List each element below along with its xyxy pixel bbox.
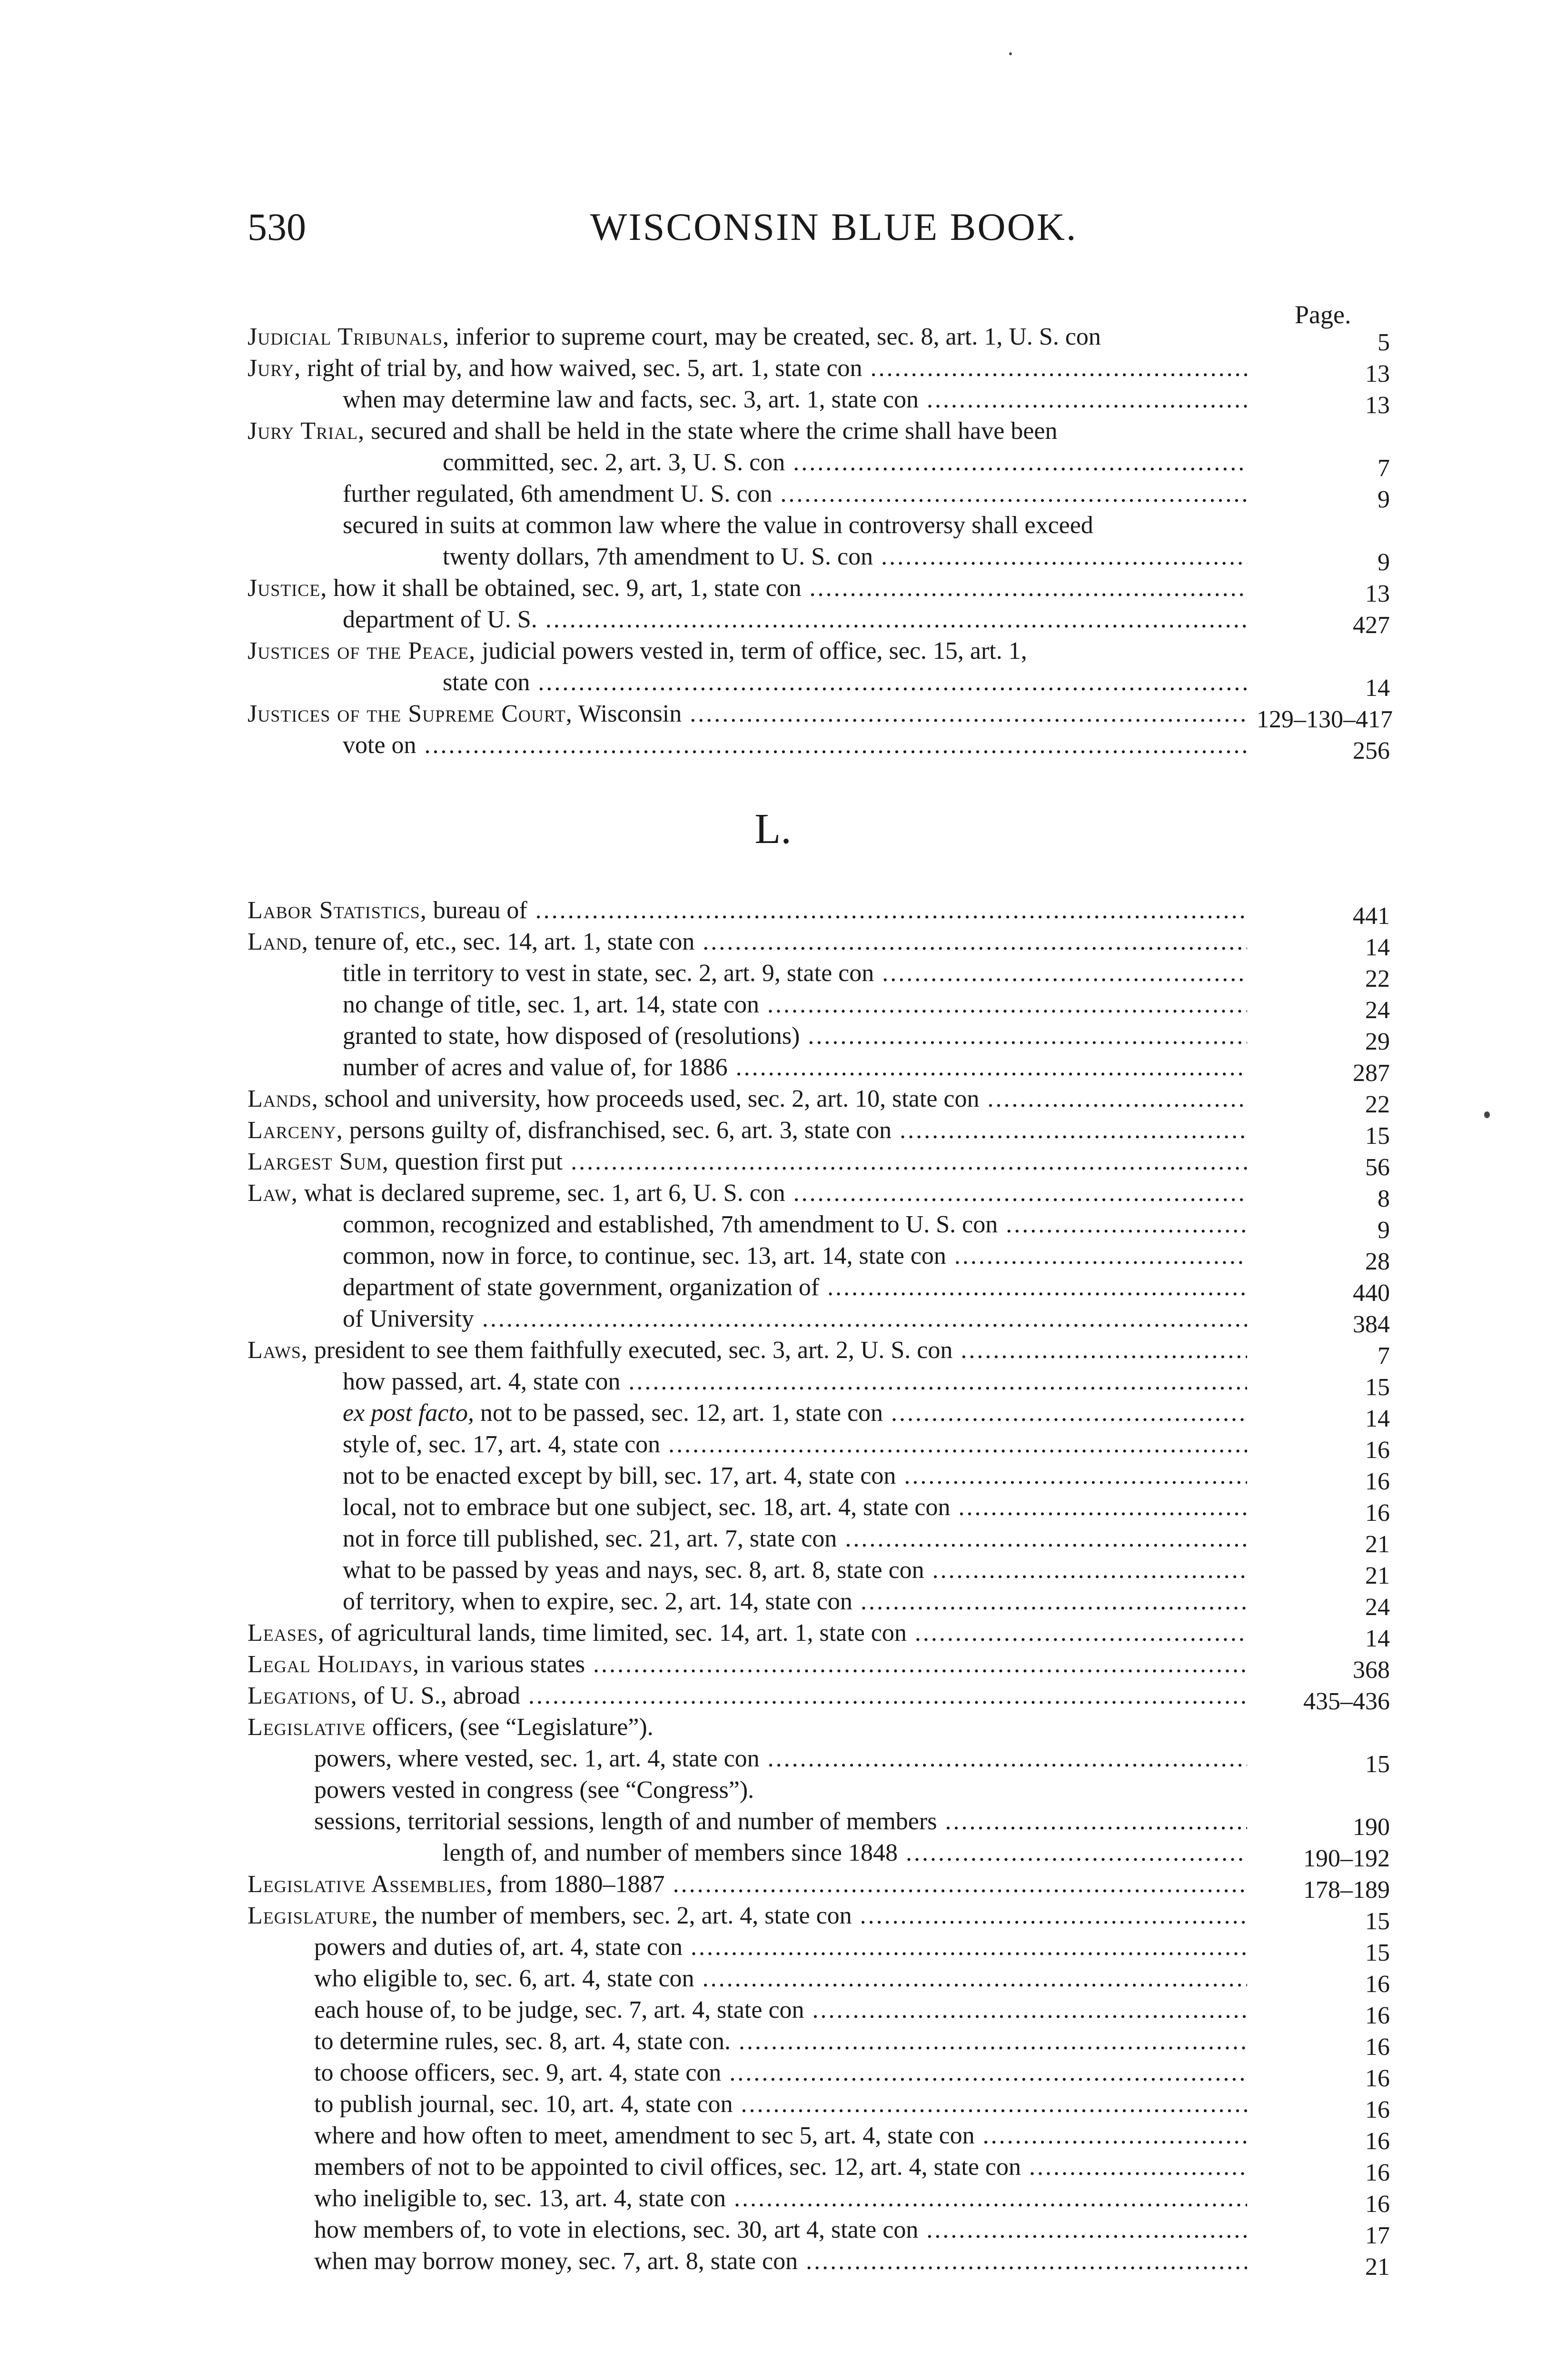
entry-text bbox=[314, 2057, 1247, 2089]
index-entry bbox=[248, 1115, 1390, 1150]
entry-text bbox=[248, 1178, 1247, 1209]
index-entry bbox=[248, 1366, 1390, 1401]
entry-page-ref: 16 bbox=[1365, 2159, 1390, 2186]
index-entry bbox=[248, 541, 1390, 576]
entry-text bbox=[443, 447, 1247, 478]
entry-body: department of U. S. bbox=[343, 606, 537, 633]
entry-body: secured in suits at common law where the value in controversy shall exceed bbox=[343, 512, 1093, 539]
entry-text bbox=[343, 958, 1247, 989]
entry-text bbox=[314, 1743, 1247, 1775]
entry-text bbox=[314, 1963, 1247, 1994]
entry-heading: Largest Sum, bbox=[248, 1148, 389, 1175]
index-entry bbox=[248, 1272, 1390, 1307]
entry-page-ref: 287 bbox=[1353, 1060, 1390, 1087]
section-letter: L. bbox=[754, 805, 792, 853]
entry-text bbox=[343, 1429, 1247, 1460]
entry-page-ref: 15 bbox=[1365, 1122, 1390, 1150]
index-entry bbox=[248, 1869, 1390, 1904]
entry-heading: Legislative Assemblies, bbox=[248, 1871, 493, 1898]
entry-body: right of trial by, and how waived, sec. 5, art. 1, state con bbox=[307, 355, 862, 382]
entry-body: twenty dollars, 7th amendment to U. S. con bbox=[443, 543, 873, 570]
index-entry bbox=[248, 1617, 1390, 1652]
entry-page-ref: 24 bbox=[1365, 1594, 1390, 1621]
entry-page-ref: 5 bbox=[1378, 329, 1390, 356]
entry-body: department of state government, organization of bbox=[343, 1274, 820, 1301]
page-header bbox=[248, 205, 1390, 257]
entry-body: common, recognized and established, 7th amendment to U. S. con bbox=[343, 1211, 998, 1238]
entry-body: committed, sec. 2, art. 3, U. S. con bbox=[443, 449, 785, 476]
entry-page-ref: 29 bbox=[1365, 1028, 1390, 1055]
entry-heading: Legations, bbox=[248, 1682, 357, 1709]
entry-heading: Justice, bbox=[248, 575, 327, 602]
entry-text bbox=[248, 1649, 1247, 1680]
entry-page-ref: 21 bbox=[1365, 1562, 1390, 1589]
entry-page-ref: 9 bbox=[1378, 1217, 1390, 1244]
entry-body: powers vested in congress (see “Congress”). bbox=[314, 1776, 754, 1804]
entry-page-ref: 16 bbox=[1365, 1437, 1390, 1464]
entry-body: of territory, when to expire, sec. 2, art. 14, state con bbox=[343, 1588, 852, 1615]
entry-page-ref: 22 bbox=[1365, 1091, 1390, 1118]
entry-text bbox=[248, 1146, 1247, 1178]
entry-text bbox=[248, 1900, 1247, 1932]
entry-text bbox=[248, 1869, 1247, 1900]
entry-body: who eligible to, sec. 6, art. 4, state con bbox=[314, 1965, 694, 1992]
entry-body: officers, (see “Legislature”). bbox=[372, 1714, 654, 1741]
index-entry bbox=[248, 321, 1390, 356]
entry-body: state con bbox=[443, 669, 530, 696]
entry-page-ref: 16 bbox=[1365, 2002, 1390, 2029]
entry-text bbox=[248, 926, 1247, 958]
entry-heading: Jury, bbox=[248, 355, 301, 382]
entry-body: bureau of bbox=[433, 897, 527, 924]
index-entry bbox=[248, 1178, 1390, 1212]
entry-page-ref: 21 bbox=[1365, 1531, 1390, 1558]
entry-text bbox=[443, 667, 1247, 698]
entry-text bbox=[343, 1303, 1247, 1335]
entry-text bbox=[343, 1460, 1247, 1492]
entry-text bbox=[248, 1712, 1247, 1743]
entry-body: title in territory to vest in state, sec. 2, art. 9, state con bbox=[343, 960, 874, 987]
index-entry bbox=[248, 604, 1390, 639]
entry-page-ref: 24 bbox=[1365, 997, 1390, 1024]
index-entry bbox=[248, 1680, 1390, 1715]
index-entry bbox=[248, 635, 1390, 667]
index-entry bbox=[248, 2026, 1390, 2061]
index-entry bbox=[248, 1900, 1390, 1935]
entry-heading: Larceny, bbox=[248, 1117, 343, 1144]
entry-text bbox=[343, 989, 1247, 1021]
entry-page-ref: 16 bbox=[1365, 2128, 1390, 2155]
entry-heading: Leases, bbox=[248, 1619, 325, 1646]
entry-heading: Land, bbox=[248, 928, 308, 955]
entry-page-ref: 16 bbox=[1365, 1468, 1390, 1495]
entry-body: when may determine law and facts, sec. 3, art. 1, state con bbox=[343, 386, 919, 413]
entry-text bbox=[343, 1240, 1247, 1272]
entry-page-ref: 21 bbox=[1365, 2253, 1390, 2281]
entry-body: what to be passed by yeas and nays, sec. 8, art. 8, state con bbox=[343, 1557, 924, 1584]
index-entry bbox=[248, 2183, 1390, 2218]
index-entry bbox=[248, 447, 1390, 482]
entry-text bbox=[343, 384, 1247, 416]
entry-body: number of acres and value of, for 1886 bbox=[343, 1054, 728, 1081]
entry-text bbox=[248, 635, 1247, 667]
entry-page-ref: 440 bbox=[1353, 1279, 1390, 1307]
index-entry bbox=[248, 1837, 1390, 1872]
entry-body: question first put bbox=[395, 1148, 563, 1175]
entry-page-ref: 15 bbox=[1365, 1751, 1390, 1778]
index-entry bbox=[248, 1743, 1390, 1778]
index-entry bbox=[248, 384, 1390, 419]
index-entry bbox=[248, 958, 1390, 992]
entry-body: where and how often to meet, amendment to sec 5, art. 4, state con bbox=[314, 2122, 975, 2149]
index-entry bbox=[248, 2120, 1390, 2155]
entry-heading: Laws, bbox=[248, 1337, 308, 1364]
entry-body: the number of members, sec. 2, art. 4, state con bbox=[384, 1902, 852, 1929]
entry-text bbox=[314, 2120, 1247, 2152]
entry-text bbox=[314, 1932, 1247, 1963]
entry-body: granted to state, how disposed of (resolutions) bbox=[343, 1022, 800, 1050]
index-entry bbox=[248, 989, 1390, 1024]
entry-page-ref: 9 bbox=[1378, 486, 1390, 513]
entry-text bbox=[343, 604, 1247, 635]
entry-page-ref: 256 bbox=[1353, 737, 1390, 764]
entry-body: tenure of, etc., sec. 14, art. 1, state con bbox=[314, 928, 695, 955]
entry-body: each house of, to be judge, sec. 7, art. 4, state con bbox=[314, 1996, 804, 2023]
entry-body: what is declared supreme, sec. 1, art 6, U. S. con bbox=[304, 1180, 785, 1207]
entry-body: school and university, how proceeds used, sec. 2, art. 10, state con bbox=[324, 1085, 980, 1112]
entry-text bbox=[343, 1492, 1247, 1523]
entry-heading: Lands, bbox=[248, 1085, 318, 1112]
entry-page-ref: 16 bbox=[1365, 1499, 1390, 1527]
index-entry bbox=[248, 1240, 1390, 1275]
entry-text bbox=[343, 1523, 1247, 1555]
entry-page-ref: 8 bbox=[1378, 1185, 1390, 1212]
entry-text bbox=[248, 1617, 1247, 1649]
entry-body: style of, sec. 17, art. 4, state con bbox=[343, 1431, 661, 1458]
entry-body: to choose officers, sec. 9, art. 4, state con bbox=[314, 2059, 722, 2086]
entry-page-ref: 16 bbox=[1365, 2065, 1390, 2092]
index-entry bbox=[248, 1555, 1390, 1589]
entry-page-ref: 13 bbox=[1365, 360, 1390, 387]
speck-mark bbox=[1484, 1111, 1490, 1118]
entry-page-ref: 17 bbox=[1365, 2222, 1390, 2249]
entry-page-ref: 14 bbox=[1365, 1405, 1390, 1432]
entry-text bbox=[343, 1366, 1247, 1398]
entry-text bbox=[343, 1021, 1247, 1052]
entry-text bbox=[443, 1837, 1247, 1869]
index-entry bbox=[248, 1052, 1390, 1087]
index-entry bbox=[248, 1398, 1390, 1432]
entry-text bbox=[314, 1806, 1247, 1837]
entry-body: not in force till published, sec. 21, art. 7, state con bbox=[343, 1525, 837, 1552]
entry-text bbox=[314, 2089, 1247, 2120]
index-entry bbox=[248, 478, 1390, 513]
entry-text bbox=[248, 1680, 1247, 1712]
entry-text bbox=[343, 1555, 1247, 1586]
entry-text bbox=[248, 416, 1247, 447]
entry-text bbox=[343, 478, 1247, 510]
entry-page-ref: 384 bbox=[1353, 1311, 1390, 1338]
entry-body: of agricultural lands, time limited, sec. 14, art. 1, state con bbox=[330, 1619, 907, 1646]
entry-page-ref: 435–436 bbox=[1303, 1688, 1390, 1715]
entry-body: when may borrow money, sec. 7, art. 8, state con bbox=[314, 2248, 798, 2275]
entry-text bbox=[343, 1052, 1247, 1083]
entry-body: Wisconsin bbox=[578, 700, 682, 727]
entry-body: judicial powers vested in, term of office, sec. 15, art. 1, bbox=[482, 637, 1027, 664]
index-entry bbox=[248, 573, 1390, 607]
page-title: WISCONSIN BLUE BOOK. bbox=[590, 205, 1078, 248]
entry-body: inferior to supreme court, may be created, sec. 8, art. 1, U. S. con bbox=[456, 323, 1101, 350]
entry-page-ref: 15 bbox=[1365, 1908, 1390, 1935]
entry-text bbox=[343, 1586, 1247, 1617]
entry-page-ref: 14 bbox=[1365, 934, 1390, 961]
index-entry bbox=[248, 1303, 1390, 1338]
entry-text bbox=[248, 1115, 1247, 1146]
entry-text bbox=[248, 353, 1247, 384]
page-number: 530 bbox=[248, 205, 306, 248]
entry-text bbox=[314, 2214, 1247, 2246]
entry-page-ref: 9 bbox=[1378, 549, 1390, 576]
entry-page-ref: 178–189 bbox=[1303, 1876, 1390, 1904]
page-column-label: Page. bbox=[1295, 300, 1351, 329]
entry-page-ref: 190–192 bbox=[1303, 1845, 1390, 1872]
entry-heading: Legislature, bbox=[248, 1902, 378, 1929]
entry-text bbox=[248, 573, 1247, 604]
index-entry bbox=[248, 2057, 1390, 2092]
index-entry bbox=[248, 510, 1390, 541]
index-section-j bbox=[248, 321, 1393, 764]
entry-text bbox=[248, 1335, 1247, 1366]
index-entry bbox=[248, 1932, 1390, 1966]
index-entry bbox=[248, 926, 1390, 961]
entry-body: from 1880–1887 bbox=[499, 1871, 665, 1898]
entry-text bbox=[343, 1209, 1247, 1240]
entry-body: how it shall be obtained, sec. 9, art, 1, state con bbox=[333, 575, 802, 602]
entry-text bbox=[343, 1272, 1247, 1303]
entry-heading: Judicial Tribunals, bbox=[248, 323, 450, 350]
index-entry bbox=[248, 1335, 1390, 1369]
entry-page-ref: 16 bbox=[1365, 2096, 1390, 2123]
entry-body: secured and shall be held in the state where the crime shall have been bbox=[371, 417, 1058, 445]
entry-page-ref: 16 bbox=[1365, 1971, 1390, 1998]
entry-page-ref: 14 bbox=[1365, 674, 1390, 702]
index-entry bbox=[248, 2152, 1390, 2186]
entry-text bbox=[314, 2026, 1247, 2057]
entry-body: to determine rules, sec. 8, art. 4, state con. bbox=[314, 2028, 731, 2055]
entry-body: how members of, to vote in elections, sec. 30, art 4, state con bbox=[314, 2216, 919, 2243]
index-entry bbox=[248, 1994, 1390, 2029]
entry-body: not to be passed, sec. 12, art. 1, state con bbox=[480, 1399, 883, 1427]
index-entry bbox=[248, 416, 1390, 447]
entry-text bbox=[314, 1994, 1247, 2026]
entry-page-ref: 14 bbox=[1365, 1625, 1390, 1652]
entry-body: length of, and number of members since 1848 bbox=[443, 1839, 898, 1866]
entry-text bbox=[443, 541, 1247, 573]
entry-page-ref: 368 bbox=[1353, 1656, 1390, 1684]
index-entry bbox=[248, 698, 1393, 733]
entry-text bbox=[248, 698, 1247, 730]
entry-heading: Legal Holidays, bbox=[248, 1651, 419, 1678]
index-entry bbox=[248, 895, 1390, 930]
entry-text bbox=[248, 321, 1247, 353]
index-entry bbox=[248, 1083, 1390, 1118]
index-entry bbox=[248, 2089, 1390, 2123]
index-entry bbox=[248, 2246, 1390, 2281]
index-entry bbox=[248, 1963, 1390, 1998]
entry-page-ref: 28 bbox=[1365, 1248, 1390, 1275]
entry-page-ref: 16 bbox=[1365, 2033, 1390, 2061]
index-entry bbox=[248, 1775, 1390, 1806]
index-entry bbox=[248, 1523, 1390, 1558]
entry-body: common, now in force, to continue, sec. 13, art. 14, state con bbox=[343, 1242, 946, 1269]
entry-page-ref: 7 bbox=[1378, 455, 1390, 482]
entry-page-ref: 190 bbox=[1353, 1814, 1390, 1841]
entry-heading: Justices of the Supreme Court, bbox=[248, 700, 573, 727]
entry-text bbox=[248, 1083, 1247, 1115]
entry-page-ref: 129–130–417 bbox=[1257, 706, 1393, 733]
index-entry bbox=[248, 353, 1390, 387]
entry-heading: Jury Trial, bbox=[248, 417, 365, 445]
entry-body: president to see them faithfully executed, sec. 3, art. 2, U. S. con bbox=[314, 1337, 953, 1364]
entry-text bbox=[314, 2152, 1247, 2183]
speck-mark bbox=[1009, 52, 1012, 55]
entry-page-ref: 441 bbox=[1353, 902, 1390, 930]
index-entry bbox=[248, 1492, 1390, 1527]
index-entry bbox=[248, 1586, 1390, 1621]
entry-text bbox=[248, 895, 1247, 926]
entry-body: powers, where vested, sec. 1, art. 4, state con bbox=[314, 1745, 760, 1772]
entry-italic-term: ex post facto, bbox=[343, 1399, 474, 1427]
entry-text bbox=[343, 730, 1247, 761]
entry-text bbox=[343, 1398, 1247, 1429]
entry-page-ref: 22 bbox=[1365, 965, 1390, 992]
entry-text bbox=[314, 2246, 1247, 2277]
entry-page-ref: 16 bbox=[1365, 2191, 1390, 2218]
entry-body: persons guilty of, disfranchised, sec. 6, art. 3, state con bbox=[349, 1117, 892, 1144]
index-entry bbox=[248, 1429, 1390, 1464]
entry-body: powers and duties of, art. 4, state con bbox=[314, 1934, 683, 1961]
entry-page-ref: 13 bbox=[1365, 580, 1390, 607]
index-entry bbox=[248, 1712, 1390, 1743]
entry-text bbox=[343, 510, 1247, 541]
entry-heading: Legislative bbox=[248, 1714, 366, 1741]
index-entry bbox=[248, 667, 1390, 702]
entry-heading: Law, bbox=[248, 1180, 298, 1207]
entry-body: in various states bbox=[425, 1651, 585, 1678]
entry-body: of U. S., abroad bbox=[363, 1682, 521, 1709]
index-entry bbox=[248, 1209, 1390, 1244]
index-section-l bbox=[248, 895, 1390, 2281]
entry-text bbox=[314, 2183, 1247, 2214]
index-entry bbox=[248, 1806, 1390, 1841]
entry-body: further regulated, 6th amendment U. S. con bbox=[343, 480, 773, 507]
entry-body: not to be enacted except by bill, sec. 17, art. 4, state con bbox=[343, 1462, 896, 1489]
index-entry bbox=[248, 730, 1390, 764]
index-entry bbox=[248, 1649, 1390, 1684]
index-entry bbox=[248, 1146, 1390, 1181]
index-entry bbox=[248, 1021, 1390, 1055]
entry-body: no change of title, sec. 1, art. 14, state con bbox=[343, 991, 760, 1018]
entry-page-ref: 13 bbox=[1365, 392, 1390, 419]
entry-body: local, not to embrace but one subject, sec. 18, art. 4, state con bbox=[343, 1494, 951, 1521]
entry-page-ref: 15 bbox=[1365, 1939, 1390, 1966]
index-entry bbox=[248, 2214, 1390, 2249]
entry-body: sessions, territorial sessions, length of and number of members bbox=[314, 1808, 937, 1835]
entry-heading: Justices of the Peace, bbox=[248, 637, 476, 664]
entry-body: of University bbox=[343, 1305, 474, 1332]
entry-page-ref: 427 bbox=[1353, 612, 1390, 639]
index-entry bbox=[248, 1460, 1390, 1495]
entry-body: to publish journal, sec. 10, art. 4, state con bbox=[314, 2091, 733, 2118]
entry-text bbox=[314, 1775, 1247, 1806]
entry-page-ref: 56 bbox=[1365, 1154, 1390, 1181]
entry-body: vote on bbox=[343, 732, 416, 759]
entry-page-ref: 15 bbox=[1365, 1374, 1390, 1401]
entry-body: members of not to be appointed to civil offices, sec. 12, art. 4, state con bbox=[314, 2153, 1021, 2181]
entry-heading: Labor Statistics, bbox=[248, 897, 427, 924]
entry-page-ref: 7 bbox=[1378, 1342, 1390, 1369]
entry-body: who ineligible to, sec. 13, art. 4, state con bbox=[314, 2185, 726, 2212]
entry-body: how passed, art. 4, state con bbox=[343, 1368, 621, 1395]
